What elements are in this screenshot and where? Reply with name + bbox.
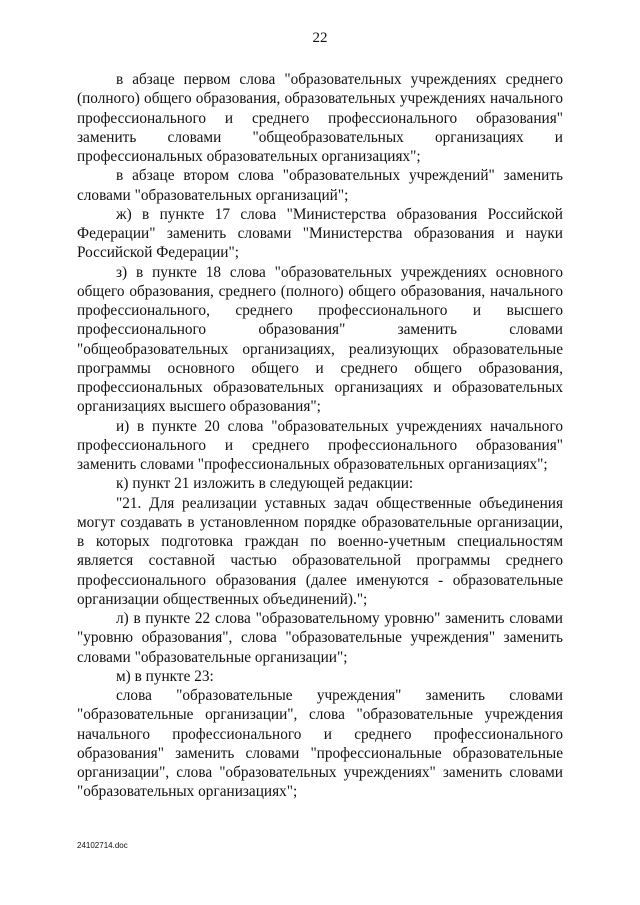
page-number: 22 (312, 30, 328, 46)
document-body (77, 70, 563, 802)
paragraph-10: слова "образовательные учреждения" заменить словами "образовательные организации", слова "образовательные учреждения начального профессионального и среднего профессионального образования" заменить словами "профессиональные образовательные организации", слова "образовательных учреждениях" заменить словами "образовательных организациях"; (77, 687, 563, 801)
paragraph-9: м) в пункте 23: (116, 667, 214, 685)
paragraph-1: в абзаце первом слова "образовательных учреждениях среднего (полного) общего образования, образовательных учреждениях начального профессионального и среднего профессионального образования" заменить словами "общеобразовательных организациях и профессиональных образовательных организациях"; (77, 71, 563, 165)
paragraph-2: в абзаце втором слова "образовательных учреждений" заменить словами "образовательных организаций"; (77, 167, 563, 204)
paragraph-3: ж) в пункте 17 слова "Министерства образования Российской Федерации" заменить словами "Министерства образования и науки Российской Федерации"; (77, 205, 563, 262)
paragraph-8: л) в пункте 22 слова "образовательному уровню" заменить словами "уровню образования", слова "образовательные учреждения" заменить словами "образовательные организации"; (77, 610, 563, 666)
paragraph-7: "21. Для реализации уставных задач общественные объединения могут создавать в установленном порядке образовательные организации, в которых подготовка граждан по военно-учетным специальностям является составной частью образовательной программы среднего профессионального образования (далее именуются - образовательные организации общественных объединений)."; (77, 494, 563, 608)
paragraph-4: з) в пункте 18 слова "образовательных учреждениях основного общего образования, среднего (полного) общего образования, начального профессионального, среднего профессионального и высшего профессионального образования" заменить словами "общеобразовательных организациях, реализующих образовательные программы основного общего и среднего общего образования, профессиональных образовательных организациях и образовательных организациях высшего образования"; (77, 263, 563, 416)
document-file-code: 24102714.doc (77, 841, 128, 850)
paragraph-6: к) пункт 21 изложить в следующей редакции: (116, 475, 414, 493)
paragraph-5: и) в пункте 20 слова "образовательных учреждениях начального профессионального и среднего профессионального образования" заменить словами "профессиональных образовательных организациях"; (77, 417, 563, 473)
